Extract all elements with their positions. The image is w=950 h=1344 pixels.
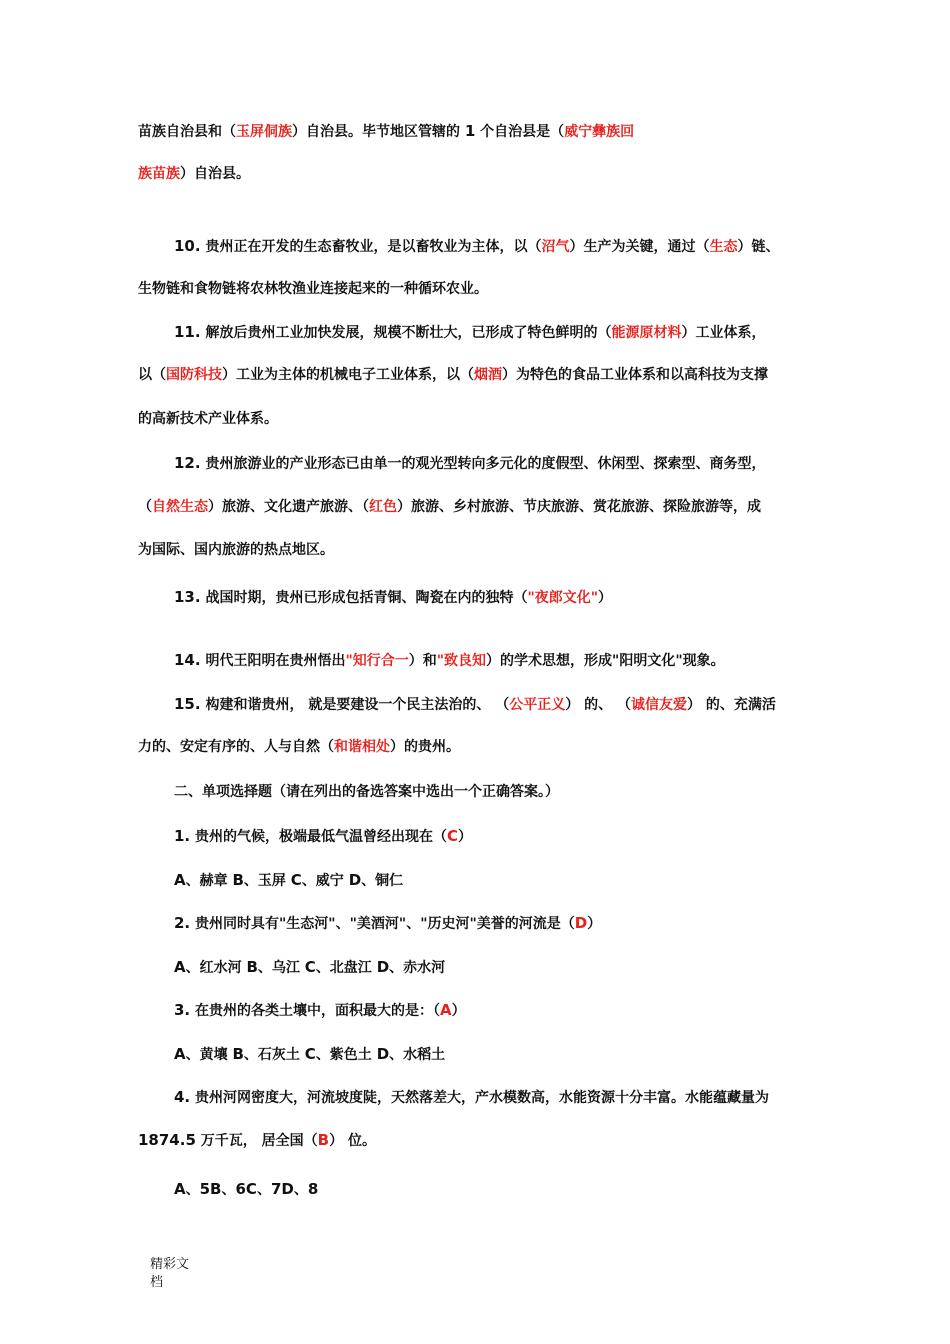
text-segment: ）工业体系， bbox=[681, 325, 766, 341]
text-segment: ）旅游、乡村旅游、节庆旅游、赏花旅游、探险旅游等，成 bbox=[397, 499, 761, 515]
text-segment: ） bbox=[458, 829, 473, 845]
text-segment: ）为特色的食品工业体系和以高科技为支撑 bbox=[502, 367, 768, 383]
options-line bbox=[174, 870, 822, 891]
question-line bbox=[174, 694, 822, 715]
text-segment: 为国际、国内旅游的热点地区。 bbox=[138, 542, 334, 558]
answer-text: 沼气 bbox=[541, 239, 570, 255]
answer-text: 诚信友爱 bbox=[630, 697, 687, 713]
text-line bbox=[138, 497, 822, 517]
text-segment: ）的学术思想，形成"阳明文化"现象。 bbox=[486, 653, 725, 669]
text-segment: A bbox=[174, 1045, 186, 1063]
text-segment: 二、单项选择题（请在列出的备选答案中选出一个正确答案。） bbox=[174, 784, 559, 800]
answer-text: "知行合一 bbox=[345, 653, 409, 669]
text-segment: C bbox=[304, 1045, 316, 1063]
text-segment: 、红水河 bbox=[185, 960, 247, 976]
text-segment: 、赫章 bbox=[185, 873, 233, 889]
text-segment: 、 bbox=[221, 1182, 236, 1198]
text-segment: 、乌江 bbox=[257, 960, 305, 976]
text-line bbox=[138, 164, 822, 184]
text-segment: ）自治县。 bbox=[180, 166, 250, 182]
text-segment: 8 bbox=[307, 1180, 319, 1198]
footer-text: 精彩文 bbox=[150, 1257, 190, 1272]
text-segment: A bbox=[174, 1180, 186, 1198]
text-segment: 、 bbox=[185, 1182, 200, 1198]
text-segment: 贵州旅游业的产业形态已由单一的观光型转向多元化的度假型、休闲型、探索型、商务型， bbox=[200, 456, 766, 472]
text-segment: 个自治县是（ bbox=[475, 124, 565, 140]
text-segment: 10. bbox=[174, 237, 201, 255]
text-segment: 7D bbox=[270, 1180, 294, 1198]
answer-text: "致良知 bbox=[436, 653, 487, 669]
answer-text: 国防科技 bbox=[166, 367, 222, 383]
text-segment: 、玉屏 bbox=[243, 873, 291, 889]
text-segment: ）和 bbox=[408, 653, 437, 669]
answer-text: 生态 bbox=[709, 239, 738, 255]
text-segment: ）旅游、文化遗产旅游、（ bbox=[208, 499, 369, 515]
text-segment: 贵州正在开发的生态畜牧业，是以畜牧业为主体，以（ bbox=[200, 239, 542, 255]
answer-text: 公平正义 bbox=[509, 697, 566, 713]
text-segment: 贵州的气候，极端最低气温曾经出现在（ bbox=[190, 829, 448, 845]
text-line bbox=[138, 121, 822, 142]
text-segment: 的高新技术产业体系。 bbox=[138, 411, 278, 427]
question-line bbox=[174, 1000, 822, 1021]
text-segment: 、赤水河 bbox=[389, 960, 446, 976]
question-line bbox=[174, 453, 822, 474]
text-segment: ） 的、 （ bbox=[565, 697, 631, 713]
text-segment: 、石灰土 bbox=[243, 1047, 305, 1063]
options-line bbox=[174, 1179, 822, 1200]
text-segment: 6C bbox=[235, 1180, 257, 1198]
options-line bbox=[174, 1044, 822, 1065]
text-segment: 战国时期，贵州已形成包括青铜、陶瓷在内的独特（ bbox=[200, 590, 528, 606]
text-segment: 以（ bbox=[138, 367, 166, 383]
text-segment: 2. bbox=[174, 914, 191, 932]
text-segment: B bbox=[232, 871, 244, 889]
text-segment: ） 位。 bbox=[329, 1133, 376, 1149]
text-line bbox=[138, 409, 822, 429]
answer-text: 自然生态 bbox=[152, 499, 208, 515]
question-line bbox=[174, 587, 822, 608]
text-segment: ） bbox=[598, 590, 613, 606]
text-segment: 15. bbox=[174, 695, 201, 713]
text-segment: A bbox=[174, 958, 186, 976]
text-segment: 13. bbox=[174, 588, 201, 606]
text-segment: （ bbox=[138, 499, 152, 515]
text-segment: 1 bbox=[464, 122, 476, 140]
text-segment: 、威宁 bbox=[301, 873, 349, 889]
text-line bbox=[138, 1130, 822, 1151]
question-line bbox=[174, 322, 822, 343]
text-segment: 、 bbox=[256, 1182, 271, 1198]
text-segment: 1874.5 bbox=[138, 1131, 196, 1149]
text-segment: 4. bbox=[174, 1088, 191, 1106]
text-line bbox=[138, 737, 822, 757]
answer-text: A bbox=[440, 1001, 452, 1019]
text-segment: ） bbox=[587, 916, 602, 932]
question-line bbox=[174, 236, 822, 257]
text-segment: 1. bbox=[174, 827, 191, 845]
text-segment: 、 bbox=[293, 1182, 308, 1198]
answer-text: 烟酒 bbox=[474, 367, 502, 383]
text-segment: D bbox=[376, 958, 390, 976]
answer-text: 红色 bbox=[369, 499, 397, 515]
text-segment: C bbox=[290, 871, 302, 889]
answer-text: 威宁彝族回 bbox=[564, 124, 635, 140]
text-segment: B bbox=[232, 1045, 244, 1063]
text-segment: 贵州河网密度大，河流坡度陡，天然落差大，产水模数高，水能资源十分丰富。水能蕴藏量为 bbox=[190, 1090, 770, 1106]
text-segment: A bbox=[174, 871, 186, 889]
text-segment: B bbox=[246, 958, 258, 976]
text-segment: ）的贵州。 bbox=[390, 739, 460, 755]
text-segment: 构建和谐贵州， 就是要建设一个民主法治的、 （ bbox=[200, 697, 510, 713]
text-segment: 明代王阳明在贵州悟出 bbox=[200, 653, 346, 669]
answer-text: "夜郎文化" bbox=[527, 590, 599, 606]
text-segment: ）生产为关键，通过（ bbox=[569, 239, 710, 255]
answer-text: C bbox=[447, 827, 459, 845]
section-heading bbox=[174, 782, 822, 802]
answer-text: B bbox=[317, 1131, 330, 1149]
question-line bbox=[174, 826, 822, 847]
text-line bbox=[138, 540, 822, 560]
options-line bbox=[174, 957, 822, 978]
text-segment: ） 的、充满活 bbox=[686, 697, 776, 713]
text-segment: 万千瓦， 居全国（ bbox=[195, 1133, 318, 1149]
text-segment: ）工业为主体的机械电子工业体系，以（ bbox=[222, 367, 474, 383]
text-segment: D bbox=[376, 1045, 390, 1063]
text-segment: 苗族自治县和（ bbox=[138, 124, 236, 140]
text-segment: 3. bbox=[174, 1001, 191, 1019]
text-segment: ）自治县。毕节地区管辖的 bbox=[292, 124, 465, 140]
text-segment: 、紫色土 bbox=[315, 1047, 377, 1063]
text-segment: 解放后贵州工业加快发展，规模不断壮大，已形成了特色鲜明的（ bbox=[200, 325, 612, 341]
text-line bbox=[138, 365, 822, 385]
text-segment: 在贵州的各类土壤中，面积最大的是：（ bbox=[190, 1003, 441, 1019]
text-segment: 5B bbox=[199, 1180, 222, 1198]
footer-text: 档 bbox=[150, 1275, 164, 1290]
question-line bbox=[174, 1087, 822, 1108]
page-footer bbox=[150, 1256, 189, 1292]
question-line bbox=[174, 913, 822, 934]
text-segment: ） bbox=[451, 1003, 466, 1019]
text-segment: 、水稻土 bbox=[389, 1047, 446, 1063]
text-segment: 14. bbox=[174, 651, 201, 669]
text-segment: 11. bbox=[174, 323, 201, 341]
text-segment: 生物链和食物链将农林牧渔业连接起来的一种循环农业。 bbox=[138, 281, 488, 297]
answer-text: 族苗族 bbox=[138, 166, 180, 182]
text-segment: C bbox=[304, 958, 316, 976]
text-segment: 、北盘江 bbox=[315, 960, 377, 976]
text-segment: 贵州同时具有"生态河"、"美酒河"、"历史河"美誉的河流是（ bbox=[190, 916, 575, 932]
text-segment: 力的、安定有序的、人与自然（ bbox=[138, 739, 334, 755]
text-segment: ）链、 bbox=[737, 239, 780, 255]
answer-text: 玉屏侗族 bbox=[236, 124, 292, 140]
text-line bbox=[138, 279, 822, 299]
answer-text: D bbox=[574, 914, 588, 932]
text-segment: 12. bbox=[174, 454, 201, 472]
text-segment: 、铜仁 bbox=[361, 873, 404, 889]
text-segment: D bbox=[348, 871, 362, 889]
answer-text: 和谐相处 bbox=[334, 739, 390, 755]
text-segment: 、黄壤 bbox=[185, 1047, 233, 1063]
question-line bbox=[174, 650, 822, 671]
answer-text: 能源原材料 bbox=[611, 325, 682, 341]
